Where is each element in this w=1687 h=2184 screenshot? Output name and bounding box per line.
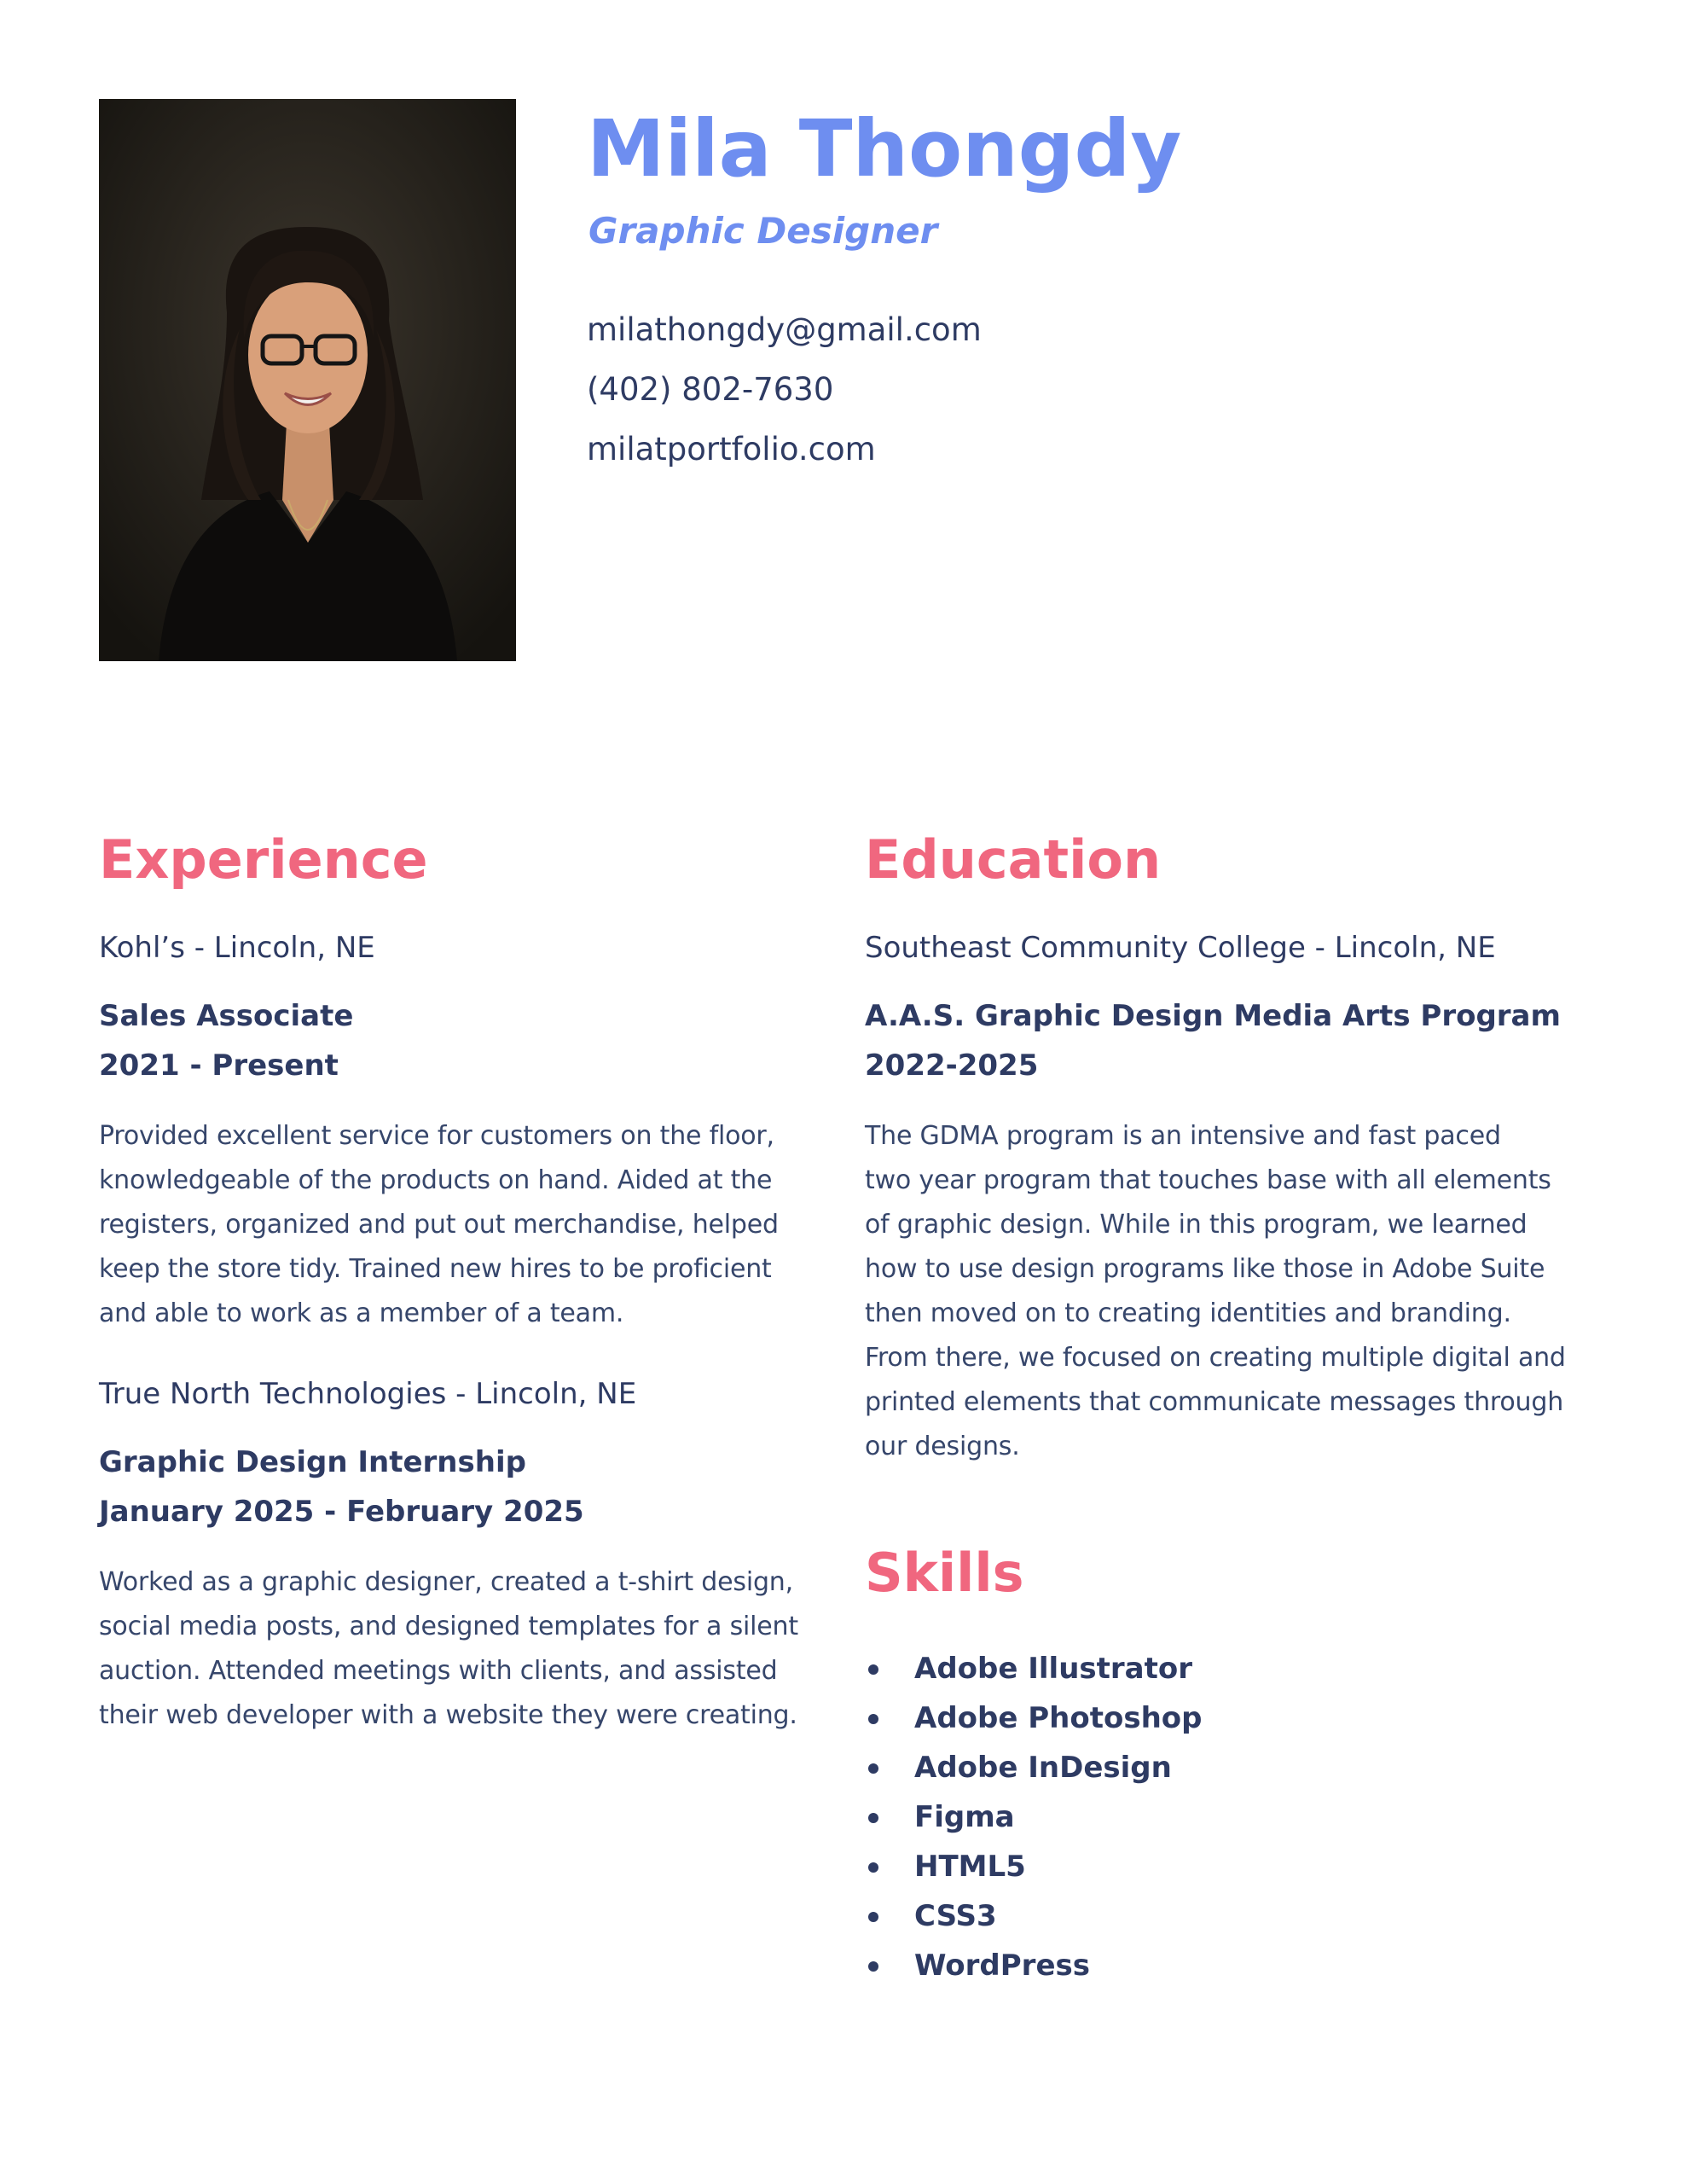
education-org: Southeast Community College - Lincoln, NE [865, 931, 1496, 966]
skill-item [865, 1792, 1564, 1842]
skill-item [865, 1693, 1564, 1743]
bullet-icon [868, 1862, 878, 1873]
bullet-icon [868, 1763, 878, 1774]
experience-section [99, 829, 798, 1738]
description-line: Worked as a graphic designer, created a t-shirt design, [99, 1566, 793, 1597]
skill-item [865, 1842, 1564, 1891]
skill-label: Figma [914, 1800, 1015, 1835]
description-line: our designs. [865, 1432, 1020, 1462]
description-line: registers, organized and put out merchandise, helped [99, 1210, 779, 1240]
experience-entry-kohls [99, 931, 798, 1336]
description-line: and able to work as a member of a team. [99, 1298, 624, 1329]
contact-website[interactable]: milatportfolio.com [587, 431, 876, 468]
skill-item [865, 1941, 1564, 1990]
experience-entry-true-north [99, 1377, 798, 1738]
description-line: From there, we focused on creating multiple digital and [865, 1343, 1566, 1374]
contact-email[interactable]: milathongdy@gmail.com [587, 311, 982, 348]
description-line: then moved on to creating identities and branding. [865, 1298, 1511, 1329]
skill-label: WordPress [914, 1949, 1090, 1984]
bullet-icon [868, 1813, 878, 1823]
experience-org: Kohl’s - Lincoln, NE [99, 931, 375, 966]
bullet-icon [868, 1664, 878, 1675]
experience-heading: Experience [99, 828, 428, 891]
description-line: Provided excellent service for customers on the floor, [99, 1121, 774, 1152]
skills-heading: Skills [865, 1542, 1024, 1605]
bullet-icon [868, 1961, 878, 1972]
experience-org: True North Technologies - Lincoln, NE [99, 1377, 637, 1412]
education-heading: Education [865, 828, 1162, 891]
description-line: knowledgeable of the products on hand. Aided at the [99, 1165, 773, 1196]
experience-description [99, 1114, 781, 1336]
description-line: social media posts, and designed templates for a silent [99, 1611, 798, 1641]
bullet-icon [868, 1714, 878, 1724]
description-line: two year program that touches base with all elements [865, 1165, 1551, 1196]
contact-list [587, 300, 982, 479]
skill-item [865, 1891, 1564, 1941]
description-line: keep the store tidy. Trained new hires to be proficient [99, 1254, 772, 1285]
skill-item [865, 1644, 1564, 1693]
skill-item [865, 1743, 1564, 1792]
contact-phone[interactable]: (402) 802-7630 [587, 371, 834, 408]
job-title: Graphic Designer [588, 210, 938, 252]
skill-label: CSS3 [914, 1899, 997, 1934]
education-description [865, 1114, 1566, 1469]
description-line: of graphic design. While in this program, we learned [865, 1210, 1528, 1240]
skill-label: HTML5 [914, 1850, 1026, 1885]
education-dates: 2022-2025 [865, 1048, 1039, 1083]
description-line: how to use design programs like those in Adobe Suite [865, 1254, 1545, 1285]
description-line: their web developer with a website they were creating. [99, 1699, 797, 1730]
experience-position: Graphic Design Internship [99, 1444, 526, 1479]
experience-dates: January 2025 - February 2025 [99, 1494, 584, 1529]
skill-label: Adobe Illustrator [914, 1652, 1192, 1687]
experience-description [99, 1560, 798, 1738]
portrait-illustration [99, 99, 516, 661]
bullet-icon [868, 1912, 878, 1922]
education-section [865, 829, 1564, 1990]
skills-list [865, 1644, 1564, 1990]
education-program: A.A.S. Graphic Design Media Arts Program [865, 999, 1561, 1034]
skill-label: Adobe Photoshop [914, 1701, 1203, 1736]
experience-dates: 2021 - Present [99, 1048, 339, 1083]
description-line: auction. Attended meetings with clients, and assisted [99, 1655, 778, 1686]
experience-position: Sales Associate [99, 999, 354, 1034]
profile-photo [99, 99, 516, 661]
description-line: printed elements that communicate messages through [865, 1387, 1564, 1418]
description-line: The GDMA program is an intensive and fast paced [865, 1121, 1501, 1152]
candidate-name: Mila Thongdy [587, 103, 1182, 195]
skill-label: Adobe InDesign [914, 1751, 1172, 1786]
